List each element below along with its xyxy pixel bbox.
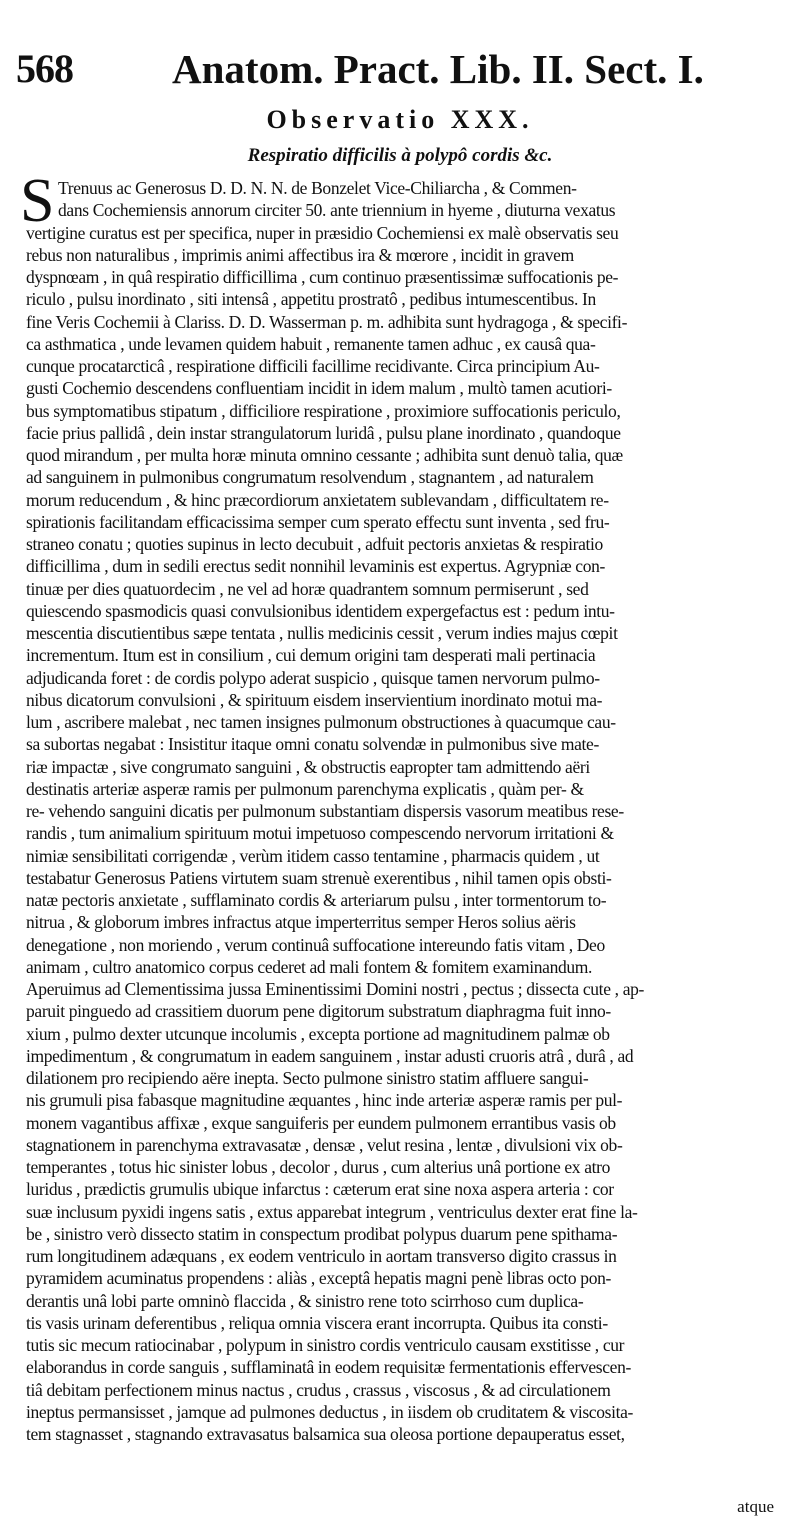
text-line: sa subortas negabat : Insistitur itaque omni conatu solvendæ in pulmonibus sive mate- bbox=[26, 734, 599, 755]
text-line: tinuæ per dies quatuordecim , ne vel ad horæ quadrantem somnum permiserunt , sed bbox=[26, 578, 589, 599]
text-line: monem vagantibus affixæ , exque sanguiferis per eundem pulmonem errantibus vasis ob bbox=[26, 1112, 616, 1133]
observation-subtitle: Respiratio difficilis à polypô cordis &c. bbox=[247, 145, 553, 166]
text-line: elaborandus in corde sanguis , sufflaminatâ in eodem requisitæ fermentationis effervescen- bbox=[26, 1357, 631, 1378]
text-line: fine Veris Cochemii à Clariss. D. D. Wasserman p. m. adhibita sunt hydragoga , & specifi- bbox=[26, 311, 628, 332]
text-line: Trenuus ac Generosus D. D. N. N. de Bonzelet Vice-Chiliarcha , & Commen- bbox=[58, 178, 577, 198]
running-header bbox=[12, 44, 782, 98]
text-line: difficillima , dum in sedili erectus sedit nonnihil levaminis est expertus. Agrypniæ con- bbox=[26, 556, 605, 577]
text-line: ineptus permansisset , jamque ad pulmones deductus , in iisdem ob cruditatem & viscosita- bbox=[26, 1401, 633, 1422]
text-line: denegatione , non moriendo , verum continuâ suffocatione intereundo fatis vitam , Deo bbox=[26, 934, 605, 955]
text-line: straneo conatu ; quoties supinus in lecto decubuit , adfuit pectoris anxietas & respiratio bbox=[26, 534, 603, 554]
text-line: ca asthmatica , unde levamen quidem habuit , remanente tamen adhuc , ex causâ qua- bbox=[26, 333, 596, 354]
text-line: nimiæ sensibilitati corrigendæ , verùm itidem casso tentamine , pharmacis quidem , ut bbox=[26, 845, 600, 866]
text-line: dilationem pro recipiendo aëre inepta. Secto pulmone sinistro statim affluere sangui- bbox=[26, 1068, 589, 1088]
text-line: impedimentum , & congrumatum in eadem sanguinem , instar adusti cruoris atrâ , durâ , ad bbox=[26, 1045, 634, 1066]
observation-heading: Observatio XXX. bbox=[266, 105, 534, 134]
text-line: suæ inclusum pyxidi ingens satis , extus apparebat integrum , ventriculus dexter erat fine la- bbox=[26, 1201, 638, 1222]
text-lines bbox=[26, 177, 770, 1445]
text-line: gusti Cochemio descendens confluentiam incidit in idem malum , multò tamen acutiori- bbox=[26, 378, 612, 399]
text-line: quiescendo spasmodicis quasi convulsionibus identidem expergefactus est : pedum intu- bbox=[26, 600, 615, 621]
text-line: riculo , pulsu inordinato , siti intensâ , appetitu prostratô , pedibus intumescentibus. In bbox=[26, 289, 596, 310]
text-line: paruit pinguedo ad crassitiem duorum pene digitorum substratum diaphragma fuit inno- bbox=[26, 1001, 611, 1022]
text-line: be , sinistro verò dissecto statim in conspectum prodibat polypus duarum pene spithama- bbox=[26, 1223, 618, 1244]
text-line: quod mirandum , per multa horæ minuta omnino cessante ; adhibita sunt denuò talia, quæ bbox=[26, 445, 623, 465]
text-line: stagnationem in parenchyma extravasatæ , densæ , velut resina , lentæ , divulsioni vix ob- bbox=[26, 1134, 623, 1155]
running-title: Anatom. Pract. Lib. II. Sect. I. bbox=[172, 46, 704, 92]
text-line: temperantes , totus hic sinister lobus , decolor , durus , cum alterius unâ portione ex atro bbox=[26, 1157, 611, 1177]
text-line: morum reducendum , & hinc præcordiorum anxietatem sublevandam , difficultatem re- bbox=[26, 489, 609, 510]
body-text bbox=[20, 167, 770, 1445]
text-line: destinatis arteriæ asperæ ramis per pulmonum parenchyma explicatis , quàm per- & bbox=[26, 778, 584, 799]
text-line: nis grumuli pisa fabasque magnitudine æquantes , hinc inde arteriæ asperæ ramis per pul- bbox=[26, 1090, 623, 1111]
text-line: facie prius pallidâ , dein instar strangulatorum luridâ , pulsu plane inordinato , quandoque bbox=[26, 422, 621, 443]
text-line: re- vehendo sanguini dicatis per pulmonum substantiam dispersis vasorum meatibus rese- bbox=[26, 801, 624, 821]
drop-cap: S bbox=[20, 167, 55, 235]
text-line: tis vasis urinam deferentibus , reliqua omnia viscera erant incorrupta. Quibus ita consti- bbox=[26, 1312, 608, 1333]
catchword: atque bbox=[737, 1497, 774, 1516]
text-line: natæ pectoris anxietate , sufflaminato cordis & arteriarum pulsu , inter tormentorum to- bbox=[26, 890, 607, 910]
text-line: incrementum. Itum est in consilium , cui demum origini tam desperati mali pertinacia bbox=[26, 645, 596, 666]
text-line: spirationis facilitandam efficacissima semper cum sperato effectu sunt inventa , sed fru- bbox=[26, 511, 610, 532]
text-line: Aperuimus ad Clementissima jussa Eminentissimi Domini nostri , pectus ; dissecta cute , ap- bbox=[26, 979, 644, 999]
text-line: nibus dicatorum convulsioni , & spirituum eisdem inservientium inordinato motui ma- bbox=[26, 689, 603, 710]
text-line: ad sanguinem in pulmonibus congrumatum resolvendum , stagnantem , ad naturalem bbox=[26, 467, 594, 488]
text-line: randis , tum animalium spirituum motui impetuoso compescendo nervorum irritationi & bbox=[26, 823, 614, 844]
text-line: rum longitudinem adæquans , ex eodem ventriculo in aortam transverso digito crassus in bbox=[26, 1246, 617, 1266]
text-line: animam , cultro anatomico corpus cederet ad mali fontem & fomitem examinandum. bbox=[26, 956, 593, 977]
text-line: mescentia discutientibus sæpe tentata , nullis medicinis cessit , verum indies majus cœpit bbox=[26, 623, 618, 643]
text-line: rebus non naturalibus , imprimis animi affectibus ira & mœrore , incidit in gravem bbox=[26, 244, 574, 265]
text-line: dyspnœam , in quâ respiratio difficillima , cum continuo præsentissimæ suffocationis pe- bbox=[26, 267, 619, 287]
text-line: cunque procatarcticâ , respiratione difficili facillime recidivante. Circa principium Au- bbox=[26, 356, 600, 376]
text-line: adjudicanda foret : de cordis polypo aderat suspicio , quisque tamen nervorum pulmo- bbox=[26, 667, 600, 688]
text-line: xium , pulmo dexter utcunque incolumis , excepta portione ad magnitudinem palmæ ob bbox=[26, 1023, 610, 1044]
text-line: derantis unâ lobi parte omninò flaccida , & sinistro rene toto scirrhoso cum duplica- bbox=[26, 1290, 584, 1311]
text-line: testabatur Generosus Patiens virtutem suam strenuè exerentibus , nihil tamen opis obsti- bbox=[26, 867, 612, 888]
text-line: nitrua , & globorum imbres infractus atque imperterritus semper Heros solius aëris bbox=[26, 912, 576, 933]
text-line: lum , ascribere malebat , nec tamen insignes pulmonum obstructiones à quacumque cau- bbox=[26, 712, 616, 732]
text-line: tem stagnasset , stagnando extravasatus balsamica sua oleosa portione depauperatus esset, bbox=[26, 1424, 625, 1444]
page-number: 568 bbox=[16, 46, 73, 91]
text-line: pyramidem acuminatus propendens : aliàs , exceptâ hepatis magni penè libras octo pon- bbox=[26, 1268, 611, 1289]
text-line: tutis sic mecum ratiocinabar , polypum in sinistro cordis ventriculo causam exstitisse , cur bbox=[26, 1335, 625, 1355]
text-line: riæ impactæ , sive congrumato sanguini , & obstructis eapropter tam admittendo aëri bbox=[26, 756, 590, 777]
text-line: luridus , prædictis grumulis ubique infarctus : cæterum erat sine noxa aspera arteria : cor bbox=[26, 1179, 614, 1200]
text-line: tiâ debitam perfectionem minus nactus , crudus , crassus , viscosus , & ad circulationem bbox=[26, 1379, 611, 1400]
text-line: dans Cochemiensis annorum circiter 50. ante triennium in hyeme , diuturna vexatus bbox=[58, 200, 616, 221]
text-line: vertigine curatus est per specifica, nuper in præsidio Cochemiensi ex malè observatis seu bbox=[26, 222, 619, 243]
text-line: bus symptomatibus stipatum , difficiliore respiratione , proximiore suffocationis periculo, bbox=[26, 400, 621, 421]
